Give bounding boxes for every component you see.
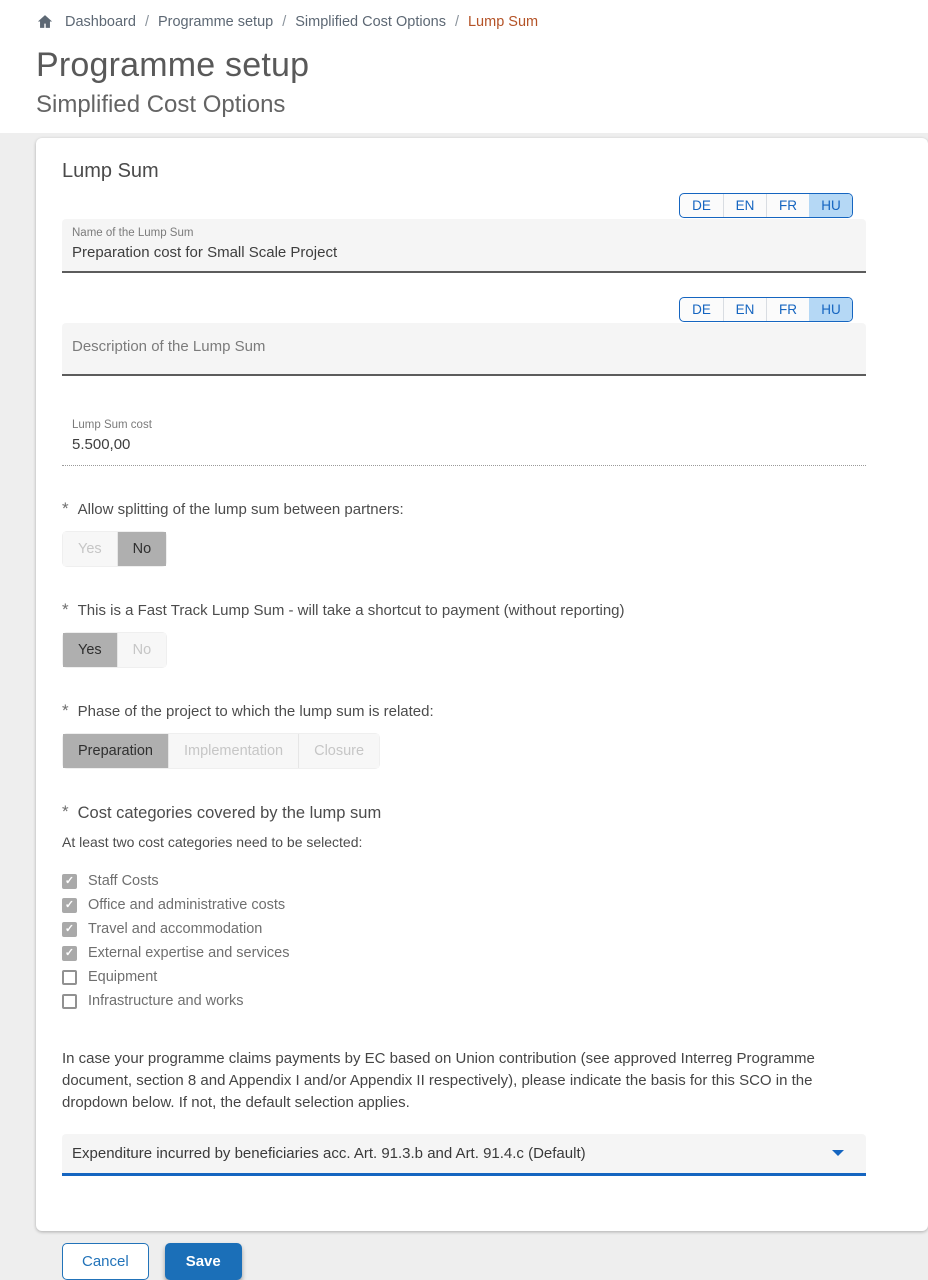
name-field-label: Name of the Lump Sum [72,227,194,239]
fast-track-section [62,602,866,668]
description-field[interactable] [62,323,866,376]
checkbox-label: External expertise and services [88,945,290,961]
cost-categories-label [62,804,866,823]
checkbox-checked-icon[interactable] [62,922,77,937]
language-tab-fr[interactable]: FR [766,298,809,321]
name-language-switcher [62,193,853,218]
form-actions [62,1243,866,1280]
payment-basis-note: In case your programme claims payments by EC based on Union contribution (see approved Interreg Programme document, section 8 and Appendix I and/or Appendix II respectively), please indicate the basis for this SCO in the dropdown below. If not, the default selection applies. [62,1050,815,1112]
check-glyph: ✓ [64,874,75,887]
checkbox-row-office-admin[interactable] [62,893,866,917]
checkbox-label: Office and administrative costs [88,897,286,913]
fast-track-toggle [62,632,167,668]
splitting-toggle [62,531,167,567]
breadcrumb-separator: / [282,13,287,30]
phase-section [62,703,866,769]
breadcrumb-simplified-cost-options[interactable]: Simplified Cost Options [295,13,446,30]
splitting-section [62,501,866,567]
description-input[interactable]: Description of the Lump Sum [72,338,266,355]
language-tab-fr[interactable]: FR [766,194,809,217]
breadcrumb-programme-setup[interactable]: Programme setup [157,13,274,30]
cost-categories-hint: At least two cost categories need to be selected: [62,834,363,850]
checkbox-checked-icon[interactable] [62,898,77,913]
fast-track-label-text: This is a Fast Track Lump Sum - will take a shortcut to payment (without reporting) [77,602,625,619]
language-tab-en[interactable]: EN [723,194,766,217]
name-field[interactable] [62,219,866,273]
required-marker: * [62,499,69,518]
phase-label-text: Phase of the project to which the lump sum is related: [77,703,434,720]
checkbox-label: Equipment [88,969,158,985]
checkbox-checked-icon[interactable] [62,946,77,961]
language-tab-hu[interactable]: HU [809,298,852,321]
cost-categories-list [62,869,866,1013]
splitting-yes-button[interactable]: Yes [63,532,117,566]
language-tab-group [679,193,853,218]
breadcrumb-separator: / [454,13,459,30]
name-input[interactable]: Preparation cost for Small Scale Project [72,244,338,261]
splitting-no-button[interactable]: No [117,532,167,566]
sco-basis-select[interactable] [62,1134,866,1176]
checkbox-unchecked-icon[interactable] [62,994,77,1009]
language-tab-en[interactable]: EN [723,298,766,321]
splitting-label [62,501,866,518]
checkbox-label: Travel and accommodation [88,921,263,937]
phase-closure-button[interactable]: Closure [298,734,379,768]
required-marker: * [62,600,69,619]
language-tab-group [679,297,853,322]
breadcrumb-dashboard[interactable]: Dashboard [65,13,136,30]
check-glyph: ✓ [64,898,75,911]
card-title: Lump Sum [62,160,159,182]
app-header [0,0,928,133]
fast-track-label [62,602,866,619]
checkbox-row-equipment[interactable] [62,965,866,989]
required-marker: * [62,701,69,720]
checkbox-row-travel[interactable] [62,917,866,941]
breadcrumb-current: Lump Sum [467,13,539,30]
fast-track-yes-button[interactable]: Yes [63,633,117,667]
checkbox-row-external-expertise[interactable] [62,941,866,965]
language-tab-de[interactable]: DE [692,302,711,317]
cost-categories-section [62,804,866,1013]
check-glyph: ✓ [64,946,75,959]
checkbox-label: Staff Costs [88,873,159,889]
breadcrumb [36,13,928,30]
breadcrumb-separator: / [144,13,149,30]
checkbox-row-infrastructure[interactable] [62,989,866,1013]
splitting-label-text: Allow splitting of the lump sum between partners: [77,501,404,518]
home-icon[interactable] [36,13,54,30]
sco-basis-selected-value: Expenditure incurred by beneficiaries acc. Art. 91.3.b and Art. 91.4.c (Default) [72,1144,586,1162]
cost-value: 5.500,00 [72,436,131,453]
checkbox-label: Infrastructure and works [88,993,244,1009]
check-glyph: ✓ [64,922,75,935]
checkbox-unchecked-icon[interactable] [62,970,77,985]
checkbox-row-staff-costs[interactable] [62,869,866,893]
save-button[interactable]: Save [165,1243,242,1280]
fast-track-no-button[interactable]: No [117,633,167,667]
cost-categories-label-text: Cost categories covered by the lump sum [77,804,382,822]
lump-sum-form-card [36,138,928,1270]
phase-label [62,703,866,720]
phase-toggle [62,733,380,769]
phase-implementation-button[interactable]: Implementation [168,734,298,768]
cost-field [62,413,866,466]
page-subtitle: Simplified Cost Options [36,91,286,118]
description-language-switcher [62,297,853,322]
language-tab-de[interactable]: DE [692,198,711,213]
cancel-button[interactable]: Cancel [62,1243,149,1280]
language-tab-hu[interactable]: HU [809,194,852,217]
checkbox-checked-icon[interactable] [62,874,77,889]
chevron-down-icon [832,1150,844,1156]
required-marker: * [62,802,69,821]
page-title: Programme setup [36,46,310,84]
phase-preparation-button[interactable]: Preparation [63,734,168,768]
cost-field-label: Lump Sum cost [72,419,152,431]
